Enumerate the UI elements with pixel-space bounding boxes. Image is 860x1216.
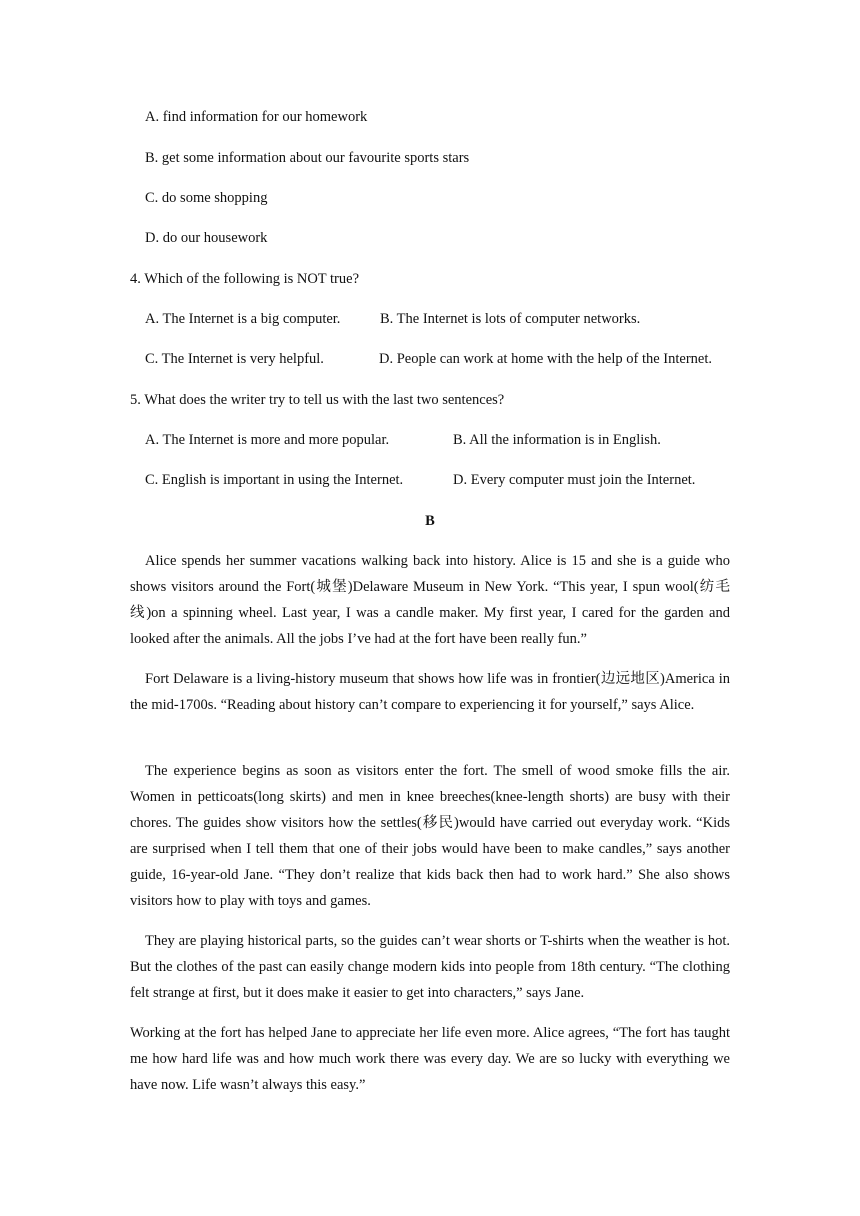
q4-option-c: C. The Internet is very helpful.: [145, 351, 324, 367]
q3-option-b: B. get some information about our favourite sports stars: [145, 150, 470, 166]
paragraph-2: Fort Delaware is a living-history museum that shows how life was in frontier(边远地区)America in the mid-1700s. “Reading about history can’t compare to experiencing it for yourself,” says Alice.: [130, 671, 730, 713]
q5-option-b: B. All the information is in English.: [453, 432, 661, 448]
q4-option-d: D. People can work at home with the help of the Internet.: [379, 351, 712, 367]
q4-question: 4. Which of the following is NOT true?: [130, 271, 360, 287]
q5-option-c: C. English is important in using the Internet.: [145, 472, 404, 488]
section-heading: B: [425, 513, 435, 529]
q3-option-c: C. do some shopping: [145, 190, 268, 206]
q3-option-d: D. do our housework: [145, 230, 268, 246]
paragraph-5: Working at the fort has helped Jane to appreciate her life even more. Alice agrees, “The fort has taught me how hard life was and how much work there was every day. We are so lucky with everything we have now. Life wasn’t always this easy.”: [130, 1025, 730, 1093]
q4-option-b: B. The Internet is lots of computer networks.: [380, 311, 641, 327]
paragraph-4: They are playing historical parts, so the guides can’t wear shorts or T-shirts when the weather is hot. But the clothes of the past can easily change modern kids into people from 18th century. “The clothing felt strange at first, but it does make it easier to get into characters,” says Jane.: [130, 933, 730, 1001]
q5-question: 5. What does the writer try to tell us with the last two sentences?: [130, 392, 505, 408]
paragraph-1: Alice spends her summer vacations walking back into history. Alice is 15 and she is a guide who shows visitors around the Fort(城堡)Delaware Museum in New York. “This year, I spun wool(纺毛线)on a spinning wheel. Last year, I was a candle maker. My first year, I cared for the garden and looked after the animals. All the jobs I’ve had at the fort have been really fun.”: [130, 553, 730, 647]
q3-option-a: A. find information for our homework: [145, 109, 368, 125]
paragraph-3: The experience begins as soon as visitors enter the fort. The smell of wood smoke fills the air. Women in petticoats(long skirts) and men in knee breeches(knee-length shorts) are busy with their chores. The guides show visitors how the settles(移民)would have carried out everyday work. “Kids are surprised when I tell them that one of their jobs would have been to make candles,” says another guide, 16-year-old Jane. “They don’t realize that kids back then had to work hard.” She also shows visitors how to play with toys and games.: [130, 763, 730, 909]
q5-option-d: D. Every computer must join the Internet.: [453, 472, 696, 488]
q5-option-a: A. The Internet is more and more popular.: [145, 432, 390, 448]
q4-option-a: A. The Internet is a big computer.: [145, 311, 341, 327]
